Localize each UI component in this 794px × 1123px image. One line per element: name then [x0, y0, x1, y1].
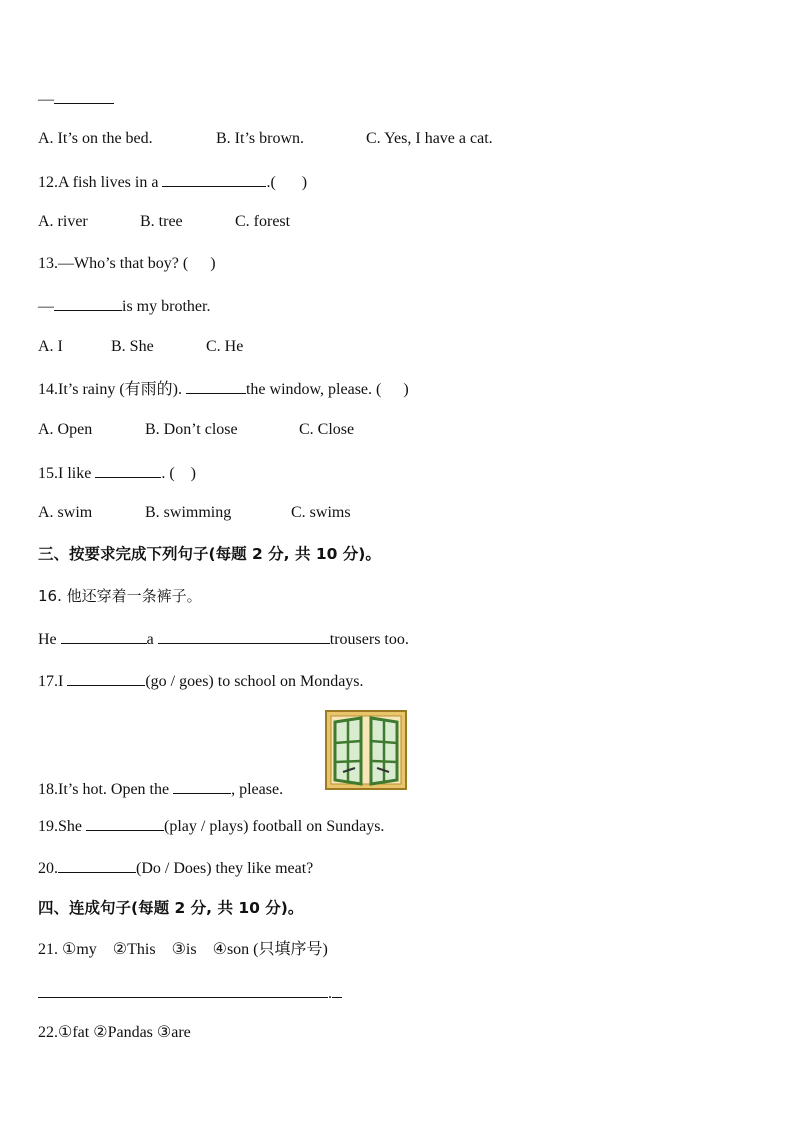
q18-stem: 18.It’s hot. Open the , please. — [38, 778, 283, 800]
q14-option-b: B. Don’t close — [145, 421, 238, 438]
q20-stem: 20. (Do / Does) they like meat? — [38, 857, 313, 879]
q15-option-a: A. swim — [38, 504, 93, 521]
q15-blank[interactable] — [95, 462, 161, 478]
q13-option-b: B. She — [111, 338, 154, 355]
q14-blank[interactable] — [186, 378, 246, 394]
q13-option-c: C. He — [206, 338, 244, 355]
q11-answer-blank[interactable] — [54, 88, 114, 104]
q21-stem: 21. ①my ②This ③is ④son (只填序号) — [38, 941, 328, 958]
q19-stem: 19.She (play / plays) football on Sundays. — [38, 815, 384, 837]
q13-answer-line: — is my brother. — [38, 295, 210, 317]
q12-options — [38, 212, 290, 232]
q12-stem: 12.A fish lives in a .( ) — [38, 171, 307, 193]
q13-stem: 13.—Who’s that boy? ( ) — [38, 255, 216, 272]
q15-options — [38, 503, 351, 523]
q14-options — [38, 420, 354, 440]
q16-blank-1[interactable] — [61, 628, 147, 644]
q15-stem: 15.I like . ( ) — [38, 462, 196, 484]
q19-blank[interactable] — [86, 815, 164, 831]
q14-option-a: A. Open — [38, 421, 93, 438]
section-3-heading: 三、按要求完成下列句子(每题 2 分, 共 10 分)。 — [38, 545, 381, 563]
q13-option-a: A. I — [38, 338, 63, 355]
q21-answer-line: . — [38, 982, 342, 1004]
q11-option-c: C. Yes, I have a cat. — [366, 130, 493, 147]
q12-option-b: B. tree — [140, 213, 183, 230]
q13-blank[interactable] — [54, 295, 122, 311]
q17-blank[interactable] — [67, 670, 145, 686]
q18-blank[interactable] — [173, 778, 231, 794]
q15-option-c: C. swims — [291, 504, 351, 521]
q16-blank-2[interactable] — [158, 628, 330, 644]
q22-stem: 22.①fat ②Pandas ③are — [38, 1024, 191, 1041]
q11-options — [38, 129, 493, 149]
q11-dash: — — [38, 91, 54, 108]
q13-options — [38, 337, 243, 357]
q12-option-a: A. river — [38, 213, 88, 230]
window-icon — [325, 710, 407, 790]
section-4-heading: 四、连成句子(每题 2 分, 共 10 分)。 — [38, 899, 304, 917]
q17-stem: 17.I (go / goes) to school on Mondays. — [38, 670, 364, 692]
q21-answer-blank[interactable] — [38, 982, 328, 998]
q16-stem: 16. 他还穿着一条裤子。 — [38, 587, 202, 605]
q16-answer-line: He a trousers too. — [38, 628, 409, 650]
q11-answer-line — [38, 88, 114, 110]
q15-option-b: B. swimming — [145, 504, 232, 521]
q12-blank[interactable] — [162, 171, 266, 187]
q11-option-b: B. It’s brown. — [216, 130, 304, 147]
q12-option-c: C. forest — [235, 213, 291, 230]
q20-blank[interactable] — [58, 857, 136, 873]
q14-stem: 14.It’s rainy (有雨的). the window, please. ( ) — [38, 378, 409, 400]
q11-option-a: A. It’s on the bed. — [38, 130, 153, 147]
q14-option-c: C. Close — [299, 421, 355, 438]
